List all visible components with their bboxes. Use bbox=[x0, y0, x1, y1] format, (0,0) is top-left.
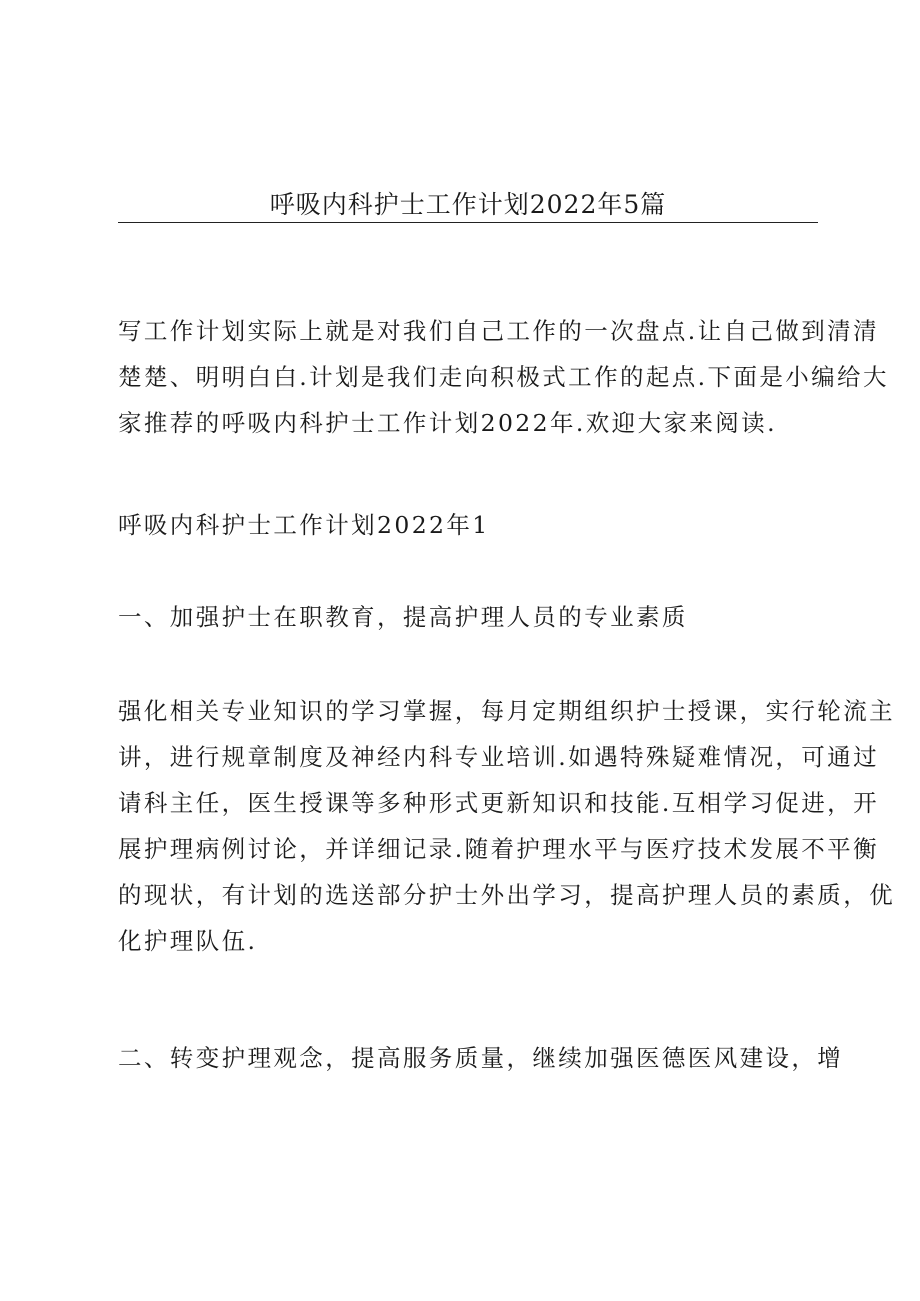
document-title: 呼吸内科护士工作计划2022年5篇 bbox=[269, 190, 667, 219]
body-line: 强化相关专业知识的学习掌握，每月定期组织护士授课，实行轮流主 bbox=[118, 697, 895, 725]
title-underline bbox=[118, 222, 818, 223]
heading-one-text: 一、加强护士在职教育，提高护理人员的专业素质 bbox=[118, 603, 688, 631]
body-line: 化护理队伍. bbox=[118, 927, 258, 955]
heading-two bbox=[118, 1035, 844, 1081]
intro-line: 写工作计划实际上就是对我们自己工作的一次盘点.让自己做到清清 bbox=[118, 317, 879, 345]
heading-one bbox=[118, 594, 818, 640]
body-line: 请科主任，医生授课等多种形式更新知识和技能.互相学习促进，开 bbox=[118, 789, 879, 817]
body-line: 展护理病例讨论，并详细记录.随着护理水平与医疗技术发展不平衡 bbox=[118, 835, 879, 863]
body-paragraph-one bbox=[118, 688, 895, 964]
section-title-text: 呼吸内科护士工作计划2022年1 bbox=[118, 511, 490, 539]
body-line: 讲，进行规章制度及神经内科专业培训.如遇特殊疑难情况，可通过 bbox=[118, 743, 879, 771]
body-line: 的现状，有计划的选送部分护士外出学习，提高护理人员的素质，优 bbox=[118, 881, 895, 909]
section-title bbox=[118, 502, 818, 548]
intro-paragraph bbox=[118, 308, 889, 446]
heading-two-text: 二、转变护理观念，提高服务质量，继续加强医德医风建设，增 bbox=[118, 1044, 844, 1072]
intro-line: 家推荐的呼吸内科护士工作计划2022年.欢迎大家来阅读. bbox=[118, 409, 777, 437]
intro-line: 楚楚、明明白白.计划是我们走向积极式工作的起点.下面是小编给大 bbox=[118, 363, 889, 391]
